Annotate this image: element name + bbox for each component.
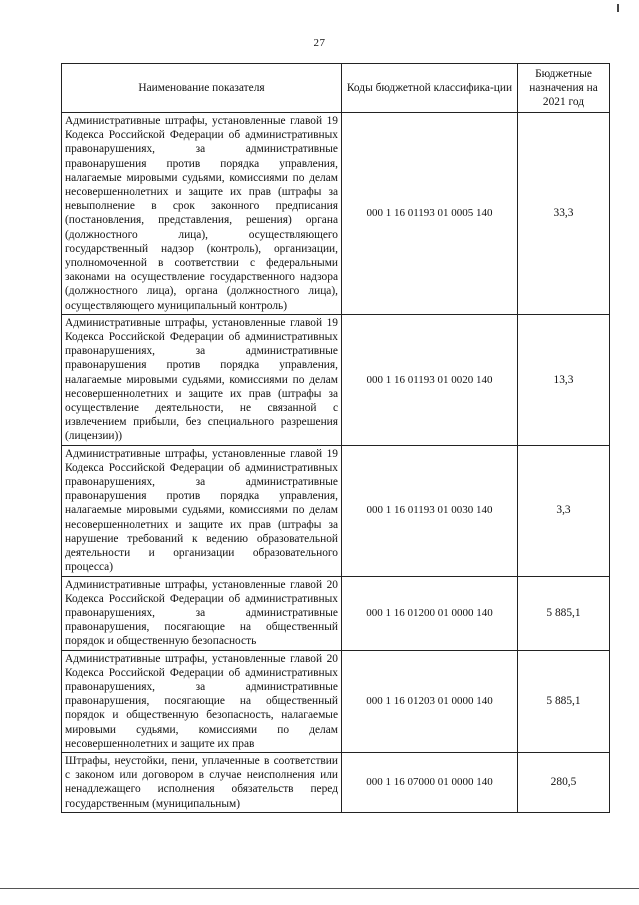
row-name: Административные штрафы, установленные главой 19 Кодекса Российской Федерации об административных правонарушениях, за административные правонарушения против порядка управления, налагаемые мировыми судьями, комиссиями по делам несовершеннолетних и защите их прав (штрафы за осуществление деятельности, не связанной с извлечением прибыли, без специального разрешения (лицензии)) <box>62 314 342 445</box>
row-name: Административные штрафы, установленные главой 19 Кодекса Российской Федерации об административных правонарушениях, за административные правонарушения против порядка управления, налагаемые мировыми судьями, комиссиями по делам несовершеннолетних и защите их прав (штрафы за нарушение требований к ведению образовательной деятельности и организации образовательного процесса) <box>62 445 342 576</box>
table-row <box>62 752 610 812</box>
header-amount: Бюджетные назначения на 2021 год <box>518 64 610 113</box>
row-code: 000 1 16 07000 01 0000 140 <box>342 752 518 812</box>
row-amount: 13,3 <box>518 314 610 445</box>
row-name: Административные штрафы, установленные главой 20 Кодекса Российской Федерации об административных правонарушениях, за административные правонарушения, посягающие на общественный порядок и общественную безопасность <box>62 576 342 650</box>
row-code: 000 1 16 01203 01 0000 140 <box>342 650 518 752</box>
header-name: Наименование показателя <box>62 64 342 113</box>
row-code: 000 1 16 01193 01 0020 140 <box>342 314 518 445</box>
table-row <box>62 445 610 576</box>
table-header-row <box>62 64 610 113</box>
table-row <box>62 650 610 752</box>
row-name: Административные штрафы, установленные главой 19 Кодекса Российской Федерации об административных правонарушениях, за административные правонарушения против порядка управления, налагаемые мировыми судьями, комиссиями по делам несовершеннолетних и защите их прав (штрафы за невыполнение в срок законного предписания (постановления, представления, решения) органа (должностного лица), осуществляющего государственный надзор (контроль), организации, уполномоченной в соответствии с федеральными законами на осуществление государственного надзора (должностного лица), органа (должностного лица), осуществляющего муниципальный контроль) <box>62 113 342 315</box>
row-code: 000 1 16 01193 01 0005 140 <box>342 113 518 315</box>
page-number: 27 <box>313 37 326 49</box>
page-bottom-edge <box>0 888 639 889</box>
row-name: Административные штрафы, установленные главой 20 Кодекса Российской Федерации об административных правонарушениях, за административные правонарушения, посягающие на общественный порядок и общественную безопасность, налагаемые мировыми судьями, комиссиями по делам несовершеннолетних и защите их прав <box>62 650 342 752</box>
row-code: 000 1 16 01193 01 0030 140 <box>342 445 518 576</box>
row-amount: 3,3 <box>518 445 610 576</box>
row-amount: 33,3 <box>518 113 610 315</box>
table-row <box>62 314 610 445</box>
table-row <box>62 576 610 650</box>
row-amount: 280,5 <box>518 752 610 812</box>
row-amount: 5 885,1 <box>518 650 610 752</box>
header-code: Коды бюджетной классифика-ции <box>342 64 518 113</box>
table-row <box>62 113 610 315</box>
budget-table <box>61 63 610 813</box>
row-code: 000 1 16 01200 01 0000 140 <box>342 576 518 650</box>
row-name: Штрафы, неустойки, пени, уплаченные в соответствии с законом или договором в случае неисполнения или ненадлежащего исполнения обязательств перед государственным (муниципальным) <box>62 752 342 812</box>
row-amount: 5 885,1 <box>518 576 610 650</box>
scan-mark <box>617 4 619 12</box>
